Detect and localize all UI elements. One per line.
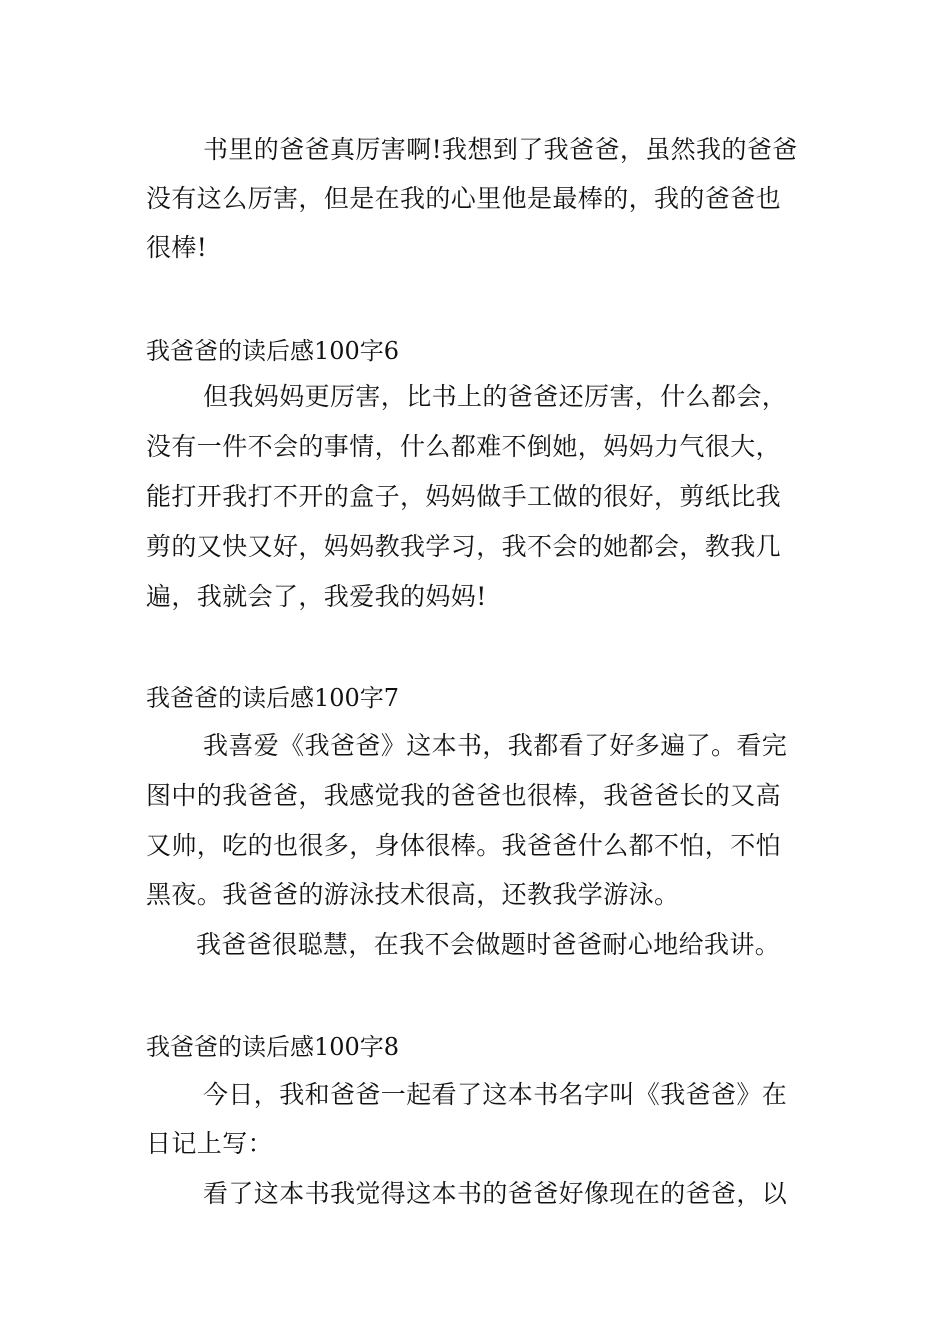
text-line: 又帅，吃的也很多，身体很棒。我爸爸什么都不怕，不怕 [146, 831, 782, 860]
text-line: 我喜爱《我爸爸》这本书，我都看了好多遍了。看完 [203, 731, 788, 760]
text-line: 没有一件不会的事情，什么都难不倒她，妈妈力气很大， [146, 432, 782, 461]
text-line: 黑夜。我爸爸的游泳技术很高，还教我学游泳。 [146, 880, 680, 909]
section-heading: 我爸爸的读后感100字7 [146, 684, 400, 712]
text-line: 今日，我和爸爸一起看了这本书名字叫《我爸爸》在 [203, 1080, 788, 1109]
section-heading: 我爸爸的读后感100字8 [146, 1033, 400, 1061]
text-line: 很棒! [146, 233, 208, 262]
text-line: 但我妈妈更厉害，比书上的爸爸还厉害，什么都会， [203, 382, 788, 411]
text-line: 日记上写： [146, 1129, 274, 1158]
text-line: 我爸爸很聪慧，在我不会做题时爸爸耐心地给我讲。 [196, 930, 781, 959]
text-line: 书里的爸爸真厉害啊!我想到了我爸爸，虽然我的爸爸 [203, 135, 798, 164]
text-line: 看了这本书我觉得这本书的爸爸好像现在的爸爸，以 [203, 1179, 788, 1208]
text-line: 图中的我爸爸，我感觉我的爸爸也很棒，我爸爸长的又高 [146, 781, 782, 810]
text-line: 没有这么厉害，但是在我的心里他是最棒的，我的爸爸也 [146, 184, 782, 213]
text-line: 剪的又快又好，妈妈教我学习，我不会的她都会，教我几 [146, 532, 782, 561]
text-line: 能打开我打不开的盒子，妈妈做手工做的很好，剪纸比我 [146, 482, 782, 511]
section-heading: 我爸爸的读后感100字6 [146, 337, 400, 365]
text-line: 遍，我就会了，我爱我的妈妈! [146, 582, 487, 611]
